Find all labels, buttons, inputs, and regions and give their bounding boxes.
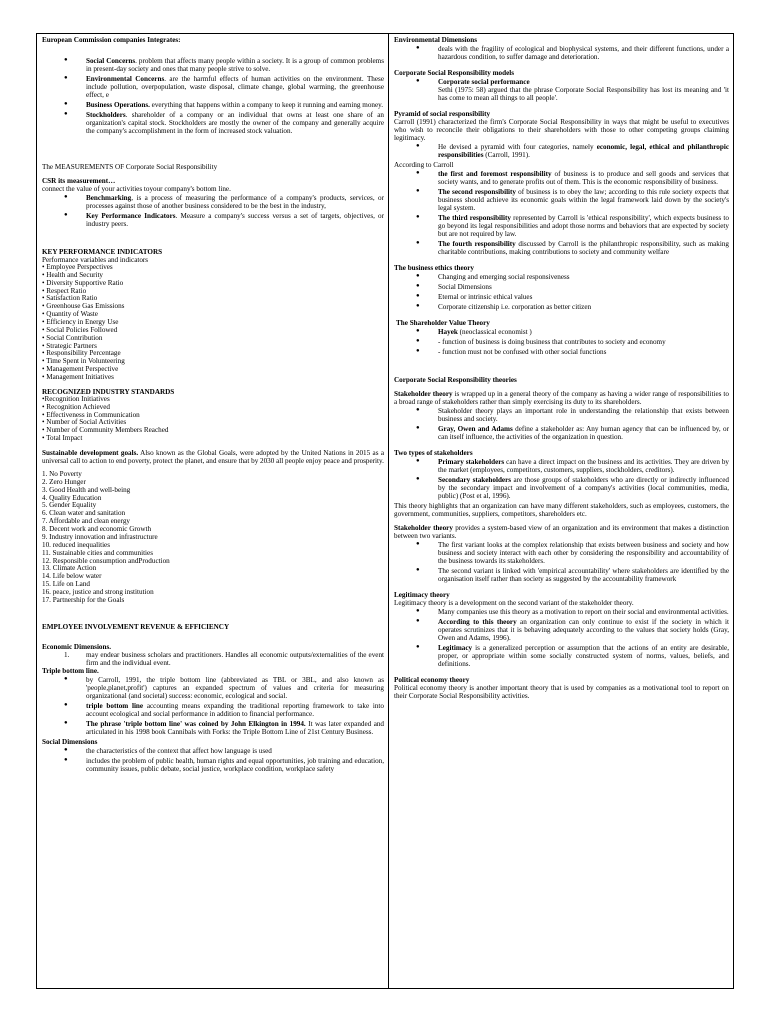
sdg-item: 7. Affordable and clean energy [42, 517, 130, 526]
sdg-item: 17. Partnership for the Goals [42, 595, 125, 604]
shareholder-list [394, 328, 729, 356]
csr-theories-title: Corporate Social Responsibility theories [394, 376, 517, 384]
legitimacy-title: Legitimacy theory [394, 591, 450, 599]
ris-item: •Recognition Initiatives [42, 394, 110, 403]
list-item: ● Benchmarking, is a process of measuring the performance of a company's products, services, or processes against those of another business considered to be the best in the industry, [42, 194, 384, 210]
ris-item: • Recognition Achieved [42, 402, 110, 411]
list-item: ● Changing and emerging social responsiveness [394, 273, 729, 281]
ec-title: European Commission companies Integrates: [42, 36, 181, 44]
kpi-item: • Management Perspective [42, 365, 119, 374]
ethics-title: The business ethics theory [394, 264, 474, 272]
kpi-title: KEY PERFORMANCE INDICATORS [42, 248, 163, 256]
list-item: ● Legitimacy is a generalized perception or assumption that the actions of an entity are desirable, proper, or appropriate within some socially constructed system of norms, values, beliefs, and definitions. [394, 644, 729, 668]
list-item: ● Environmental Concerns. are the harmful effects of human activities on the environment. These include pollution, overpopulation, waste disposal, climate change, global warming, the greenhouse effect, e [42, 75, 384, 99]
tbl-title: Triple bottom line. [42, 666, 99, 675]
kpi-item: • Time Spent in Volunteering [42, 357, 125, 366]
sdg-item: 5. Gender Equality [42, 501, 97, 510]
list-item: ● Corporate citizenship i.e. corporation as better citizen [394, 303, 729, 311]
right-column [389, 34, 733, 988]
political-paragraph: Political economy theory is another important theory that is used by companies as a motivational tool to report on their Corporate Social Responsibility activities. [394, 684, 729, 700]
list-item: ● The second responsibility of business is to obey the law; according to this rule society expects that business should achieve its economic goals within the legal framework laid down by the society's legal system. [394, 188, 729, 212]
econ-title: Economic Dimensions. [42, 642, 112, 651]
social-title: Social Dimensions [42, 737, 98, 746]
shareholder-title: The Shareholder Value Theory [396, 319, 490, 327]
stakeholder-2-list [394, 541, 729, 583]
sdg-item: 3. Good Health and well-being [42, 485, 131, 494]
ethics-list [394, 273, 729, 311]
list-item: ● by Carroll, 1991, the triple bottom line (abbreviated as TBL or 3BL, and also known as 'people,planet,profit') captures an expanded spectrum of values and criteria for measuring organizational (and societal) success: economic, ecological and social. [42, 676, 384, 700]
csr-measurement: CSR its measurement… [42, 177, 116, 185]
list-item: ● Eternal or intrinsic ethical values [394, 293, 729, 301]
list-item: ● Business Operations. everything that happens within a company to keep it running and earning money. [42, 101, 384, 109]
list-item: ● The first variant looks at the complex relationship that exists between business and society and how business and society interact with each other by considering the responsibility and accountability of the business towards its stakeholders. [394, 541, 729, 565]
kpi-item: • Greenhouse Gas Emissions [42, 302, 125, 311]
sdg-item: 2. Zero Hunger [42, 477, 86, 486]
list-item: ● The phrase 'triple bottom line' was coined by John Elkington in 1994. It was later expanded and articulated in his 1998 book Cannibals with Forks: the Triple Bottom Line of 21st Century Business. [42, 720, 384, 736]
sdg-item: 12. Responsible consumption andProduction [42, 556, 170, 565]
tbl-list [42, 676, 384, 736]
list-item: ● Key Performance Indicators. Measure a company's success versus a set of targets, objectives, or industry peers. [42, 212, 384, 228]
kpi-item: • Management Initiatives [42, 373, 114, 382]
ec-list [42, 57, 384, 135]
list-item: ● The second variant is linked with 'empirical accountability' where stakeholders are identified by the organisation itself rather than society as suggested by the accountability framework [394, 567, 729, 583]
pyramid-list [394, 143, 729, 159]
list-item: ● triple bottom line accounting means expanding the traditional reporting framework to take into account ecological and social performance in addition to financial performance. [42, 702, 384, 718]
csr-models-title: Corporate Social Responsibility models [394, 69, 515, 77]
csp-list [394, 78, 729, 102]
political-title: Political economy theory [394, 676, 470, 684]
kpi-item: • Respect Ratio [42, 286, 87, 295]
left-column [37, 34, 389, 988]
carroll-list [394, 170, 729, 256]
kpi-subtitle: Performance variables and indicators [42, 256, 149, 264]
measure-list [42, 194, 384, 228]
legitimacy-paragraph: Legitimacy theory is a development on the second variant of the stakeholder theory. [394, 599, 634, 607]
list-item: ● the first and foremost responsibility of business is to produce and sell goods and services that society wants, and to generate profits out of them. This is the economic responsibility of business. [394, 170, 729, 186]
two-types-list [394, 458, 729, 500]
ris-item: • Effectiveness in Communication [42, 410, 140, 419]
env-title: Environmental Dimensions [394, 36, 477, 44]
sdg-item: 9. Industry innovation and infrastructure [42, 532, 158, 541]
sdg-paragraph: Sustainable development goals. Also known as the Global Goals, were adopted by the United Nations in 2015 as a universal call to action to end poverty, protect the planet, and ensure that by 2030 all people enjoy peace and prosperity. [42, 449, 384, 466]
list-item: ● - function must not be confused with other social functions [394, 348, 729, 356]
list-item: ● Social Concerns. problem that affects many people within a society. It is a group of common problems in present-day society and ones that many people strive to solve. [42, 57, 384, 73]
list-item: ● The third responsibility represented by Carroll is 'ethical responsibility', which expects business to go beyond its legal responsibilities and adopt those norms and behaviors that are expected by society but are not required by law. [394, 214, 729, 238]
sdg-item: 13. Climate Action [42, 564, 97, 573]
list-item: ● Primary stakeholders can have a direct impact on the business and its activities. They are driven by the market (employees, competitors, customers, suppliers, stockholders, creditors). [394, 458, 729, 474]
legitimacy-list [394, 608, 729, 668]
sdg-item: 4. Quality Education [42, 493, 102, 502]
list-item: ● the characteristics of the context that affect how language is used [42, 747, 384, 755]
two-types-title: Two types of stakeholders [394, 449, 473, 457]
ris-item: • Number of Community Members Reached [42, 426, 169, 435]
sdg-item: 10. reduced inequalities [42, 540, 111, 549]
kpi-item: • Diversity Supportive Ratio [42, 278, 124, 287]
list-item: ● He devised a pyramid with four categories, namely economic, legal, ethical and philanthropic responsibilities (Carroll, 1991). [394, 143, 729, 159]
list-item: ● Many companies use this theory as a motivation to report on their social and environmental activities. [394, 608, 729, 616]
kpi-list [42, 264, 384, 382]
list-item: ● - function of business is doing business that contributes to society and economy [394, 338, 729, 346]
according-to-carroll: According to Carroll [394, 161, 454, 169]
measurements-title: The MEASUREMENTS OF Corporate Social Responsibility [42, 163, 218, 171]
two-types-paragraph: This theory highlights that an organization can have many different stakeholders, such as employees, customers, the government, communities, suppliers, competitors, shareholders etc. [394, 502, 729, 518]
sdg-item: 6. Clean water and sanitation [42, 509, 126, 518]
sdg-item: 8. Decent work and economic Growth [42, 525, 152, 534]
list-item: ● Social Dimensions [394, 283, 729, 291]
ris-list [42, 396, 384, 443]
econ-list [42, 651, 384, 667]
list-item: ● Stakeholder theory plays an important role in understanding the relationship that exists between business and society. [394, 407, 729, 423]
list-item: ● Secondary stakeholders are those groups of stakeholders who are directly or indirectly influenced by the secondary impact and involvement of a company's activities (local communities, media, public) (Post et al, 1996). [394, 476, 729, 500]
kpi-item: • Health and Security [42, 270, 103, 279]
list-item: ● Gray, Owen and Adams define a stakeholder as: Any human agency that can be influenced by, or can itself influence, the activities of the organization in question. [394, 425, 729, 441]
pyramid-text: Carroll (1991) characterized the firm's Corporate Social Responsibility in ways that might be useful to executives who wish to reconcile their obligations to their shareholders with those to other competing groups claiming legitimacy. [394, 118, 729, 142]
kpi-item: • Efficiency in Energy Use [42, 318, 119, 327]
list-item: ● According to this theory an organization can only continue to exist if the society in which it operates scrutinizes that it is behaving adequately according to the values that society holds (Gray, Owen and Adams, 1996). [394, 618, 729, 642]
kpi-item: • Social Contribution [42, 333, 103, 342]
kpi-item: • Employee Perspectives [42, 263, 113, 271]
sdg-item: 14. Life below water [42, 572, 102, 581]
social-list [42, 747, 384, 773]
stakeholder-2-paragraph: Stakeholder theory provides a system-based view of an organization and its environment that makes a distinction between two variants. [394, 524, 729, 540]
pyramid-title: Pyramid of social responsibility [394, 110, 491, 118]
list-item: 1. may endear business scholars and practitioners. Handles all economic outputs/externalities of the event firm and the individual event. [64, 650, 384, 667]
ris-item: • Number of Social Activities [42, 418, 127, 427]
kpi-item: • Quantity of Waste [42, 310, 98, 319]
sdg-item: 16. peace, justice and strong institution [42, 587, 154, 596]
eire-title: EMPLOYEE INVOLVEMENT REVENUE & EFFICIENCY [42, 622, 230, 631]
sdg-list [42, 471, 384, 605]
kpi-item: • Responsibility Percentage [42, 349, 121, 358]
list-item: ● deals with the fragility of ecological and biophysical systems, and their different functions, under a hazardous condition, to suffer damage and deterioration. [394, 45, 729, 61]
sdg-item: 1. No Poverty [42, 470, 82, 479]
list-item: ● Corporate social performance Sethi (1975: 58) argued that the phrase Corporate Social Responsibility has lost its meaning and 'it has come to mean all things to all people'. [394, 78, 729, 102]
ris-title: RECOGNIZED INDUSTRY STANDARDS [42, 387, 175, 396]
list-item: ● Stockholders. shareholder of a company or an individual that owns at least one share of an organization's capital stock. Stockholders are mostly the owner of the company and generally acquire the company's accomplishment in the form of increased stock valuation. [42, 111, 384, 135]
env-list [394, 45, 729, 61]
kpi-item: • Strategic Partners [42, 341, 97, 350]
kpi-item: • Satisfaction Ratio [42, 294, 98, 303]
stakeholder-list [394, 407, 729, 441]
list-item: ● The fourth responsibility discussed by Carroll is the philanthropic responsibility, such as making charitable contributions, making contributions to society and community welfare [394, 240, 729, 256]
csr-connect: connect the value of your activities toyour company's bottom line. [42, 185, 231, 193]
list-item: ● Hayek (neoclassical economist ) [394, 328, 729, 336]
sdg-item: 11. Sustainable cities and communities [42, 548, 153, 557]
stakeholder-paragraph: Stakeholder theory is wrapped up in a general theory of the company as having a wider range of responsibilities to a broad range of stakeholders rather than simply exercising its duty to its shareholders. [394, 390, 729, 406]
list-item: ● includes the problem of public health, human rights and equal opportunities, job training and education, community issues, public debate, social justice, workplace condition, workplace safety [42, 757, 384, 773]
sdg-item: 15. Life on Land [42, 580, 90, 589]
document-page [36, 33, 734, 989]
ris-item: • Total Impact [42, 434, 83, 443]
kpi-item: • Social Policies Followed [42, 325, 118, 334]
